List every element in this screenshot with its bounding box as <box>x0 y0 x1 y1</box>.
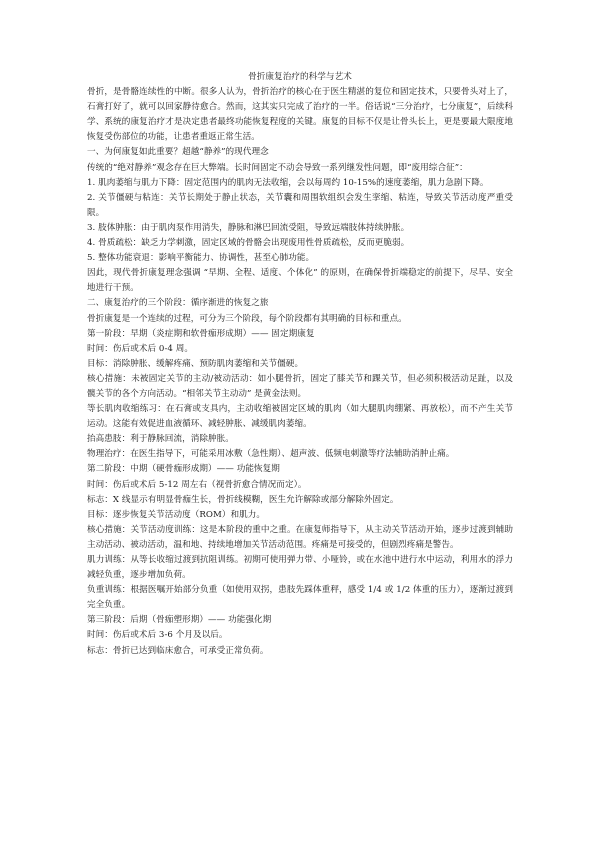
section-heading-1: 一、为何康复如此重要？超越“静养”的现代理念 <box>87 147 269 158</box>
section-heading-2: 二、康复治疗的三个阶段：循序渐进的恢复之旅 <box>87 298 269 309</box>
paragraph: 肌力训练：从等长收缩过渡到抗阻训练。初期可使用弹力带、小哑铃，或在水池中进行水中运动，利用水的浮力减轻负重，逐步增加负荷。 <box>87 555 513 581</box>
paragraph: 目标：消除肿胀、缓解疼痛、预防肌肉萎缩和关节僵硬。 <box>87 358 304 369</box>
list-item: 2. 关节僵硬与粘连：关节长期处于静止状态，关节囊和周围软组织会发生挛缩、粘连，导致关节活动度严重受限。 <box>87 192 513 218</box>
paragraph-intro: 骨折，是骨骼连续性的中断。很多人认为，骨折治疗的核心在于医生精湛的复位和固定技术，只要骨头对上了，石膏打好了，就可以回家静待愈合。然而，这其实只完成了治疗的一半。俗话说“三分治疗，七分康复”，后续科学、系统的康复治疗才是决定患者最终功能恢复程度的关键。康复的目标不仅是让骨头长上，更是要最大限度地恢复受伤部位的功能，让患者重返正常生活。 <box>87 87 513 143</box>
paragraph: 时间：伤后或术后 3-6 个月及以后。 <box>87 630 228 641</box>
paragraph: 物理治疗：在医生指导下，可能采用冰敷（急性期）、超声波、低频电刺激等疗法辅助消肿止痛。 <box>87 449 455 460</box>
document-title: 骨折康复治疗的科学与艺术 <box>248 72 352 82</box>
list-item: 3. 肢体肿胀：由于肌肉泵作用消失，静脉和淋巴回流受阻，导致远端肢体持续肿胀。 <box>87 222 410 233</box>
paragraph: 等长肌肉收缩练习：在石膏或支具内，主动收缩被固定区域的肌肉（如大腿肌肉绷紧、再放松），而不产生关节运动。这能有效促进血液循环、减轻肿胀、减缓肌肉萎缩。 <box>87 404 513 430</box>
list-item: 1. 肌肉萎缩与肌力下降：固定范围内的肌肉无法收缩，会以每周约 10-15%的速度萎缩，肌力急剧下降。 <box>87 177 489 188</box>
stage-heading-3: 第三阶段：后期（骨痂塑形期）—— 功能强化期 <box>87 615 272 626</box>
paragraph: 传统的“绝对静养”观念存在巨大弊端。长时间固定不动会导致一系列继发性问题，即“废用综合征”： <box>87 162 468 173</box>
paragraph: 目标：逐步恢复关节活动度（ROM）和肌力。 <box>87 509 266 520</box>
paragraph: 因此，现代骨折康复理念强调 “早期、全程、适度、个体化” 的原则，在确保骨折端稳定的前提下，尽早、安全地进行干预。 <box>87 268 513 294</box>
list-item: 4. 骨质疏松：缺乏力学刺激，固定区域的骨骼会出现废用性骨质疏松，反而更脆弱。 <box>87 238 410 249</box>
document-body <box>87 70 513 659</box>
paragraph: 骨折康复是一个连续的过程，可分为三个阶段，每个阶段都有其明确的目标和重点。 <box>87 313 407 324</box>
paragraph: 核心措施：未被固定关节的主动/被动活动：如小腿骨折，固定了膝关节和踝关节，但必须积极活动足趾，以及髋关节的各个方向活动。“相邻关节主动动” 是黄金法则。 <box>87 373 513 399</box>
paragraph: 核心措施：关节活动度训练：这是本阶段的重中之重。在康复师指导下，从主动关节活动开始，逐步过渡到辅助主动活动、被动活动，温和地、持续地增加关节活动范围。疼痛是可接受的，但剧烈疼痛是警告。 <box>87 524 513 550</box>
stage-heading-2: 第二阶段：中期（硬骨痂形成期）—— 功能恢复期 <box>87 464 280 475</box>
paragraph: 标志：骨折已达到临床愈合，可承受正常负荷。 <box>87 645 269 656</box>
stage-heading-1: 第一阶段：早期（炎症期和软骨痂形成期）—— 固定期康复 <box>87 328 315 339</box>
paragraph: 时间：伤后或术后 5-12 周左右（视骨折愈合情况而定）。 <box>87 479 307 490</box>
paragraph: 时间：伤后或术后 0-4 周。 <box>87 343 193 354</box>
paragraph: 标志：X 线显示有明显骨痂生长，骨折线模糊，医生允许解除或部分解除外固定。 <box>87 494 399 505</box>
paragraph: 负重训练：根据医嘱开始部分负重（如使用双拐，患肢先踩体重秤，感受 1/4 或 1/2 体重的压力），逐渐过渡到完全负重。 <box>87 585 513 611</box>
list-item: 5. 整体功能衰退：影响平衡能力、协调性，甚至心肺功能。 <box>87 253 315 264</box>
paragraph: 抬高患肢：利于静脉回流，消除肿胀。 <box>87 434 234 445</box>
